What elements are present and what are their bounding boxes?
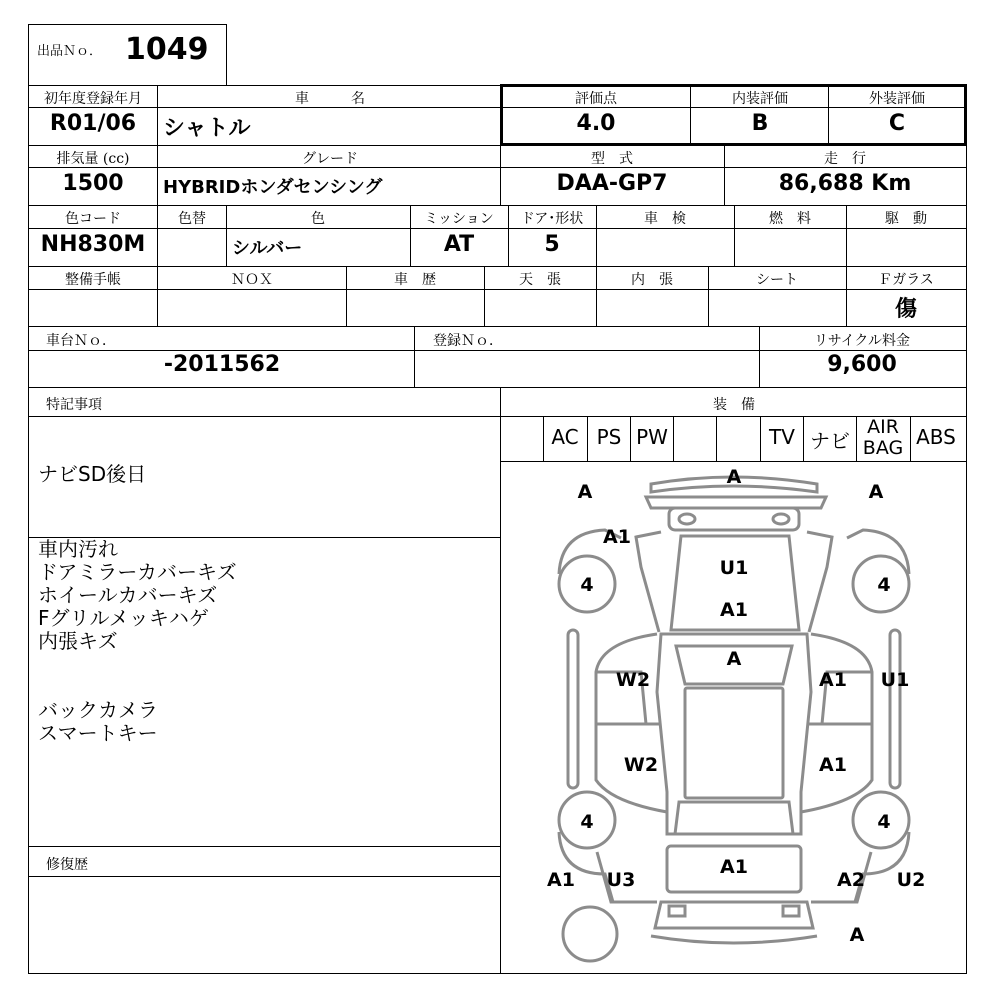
tire-fl-tread: 4 bbox=[580, 574, 594, 596]
color-label: 色 bbox=[311, 211, 325, 227]
drive-label: 駆 動 bbox=[885, 211, 927, 227]
tire-rr-tread: 4 bbox=[877, 811, 891, 833]
score-label: 評価点 bbox=[575, 91, 617, 107]
damage-rear-u3: U3 bbox=[606, 869, 636, 891]
year-value: R01/06 bbox=[49, 111, 137, 136]
name-label: 車 名 bbox=[295, 91, 365, 107]
damage-door-fl: W2 bbox=[615, 669, 651, 691]
note-line: バックカメラ bbox=[38, 698, 158, 722]
year-label: 初年度登録年月 bbox=[44, 91, 142, 107]
notes-list bbox=[38, 538, 498, 745]
interior-value: B bbox=[751, 111, 769, 136]
notes-label: 特記事項 bbox=[46, 397, 102, 413]
doors-label: ドア･形状 bbox=[520, 211, 584, 227]
mission-value: AT bbox=[443, 232, 475, 257]
damage-front-center: A bbox=[726, 466, 742, 488]
equip-abs: ABS bbox=[916, 425, 956, 449]
exterior-value: C bbox=[888, 111, 906, 136]
lot-label: 出品Ｎｏ． bbox=[37, 44, 103, 59]
history-label: 車 歴 bbox=[394, 272, 436, 288]
note-line: Fグリルメッキハゲ bbox=[38, 606, 209, 630]
damage-windshield-left: A1 bbox=[603, 526, 631, 548]
fuel-label: 燃 料 bbox=[769, 211, 811, 227]
exterior-label: 外装評価 bbox=[869, 91, 925, 107]
equipment-label: 装 備 bbox=[713, 397, 755, 413]
lot-number: 1049 bbox=[125, 32, 209, 67]
note-line: スマートキー bbox=[38, 721, 158, 745]
model-label: 型 式 bbox=[591, 151, 633, 167]
equip-airbag-2: BAG bbox=[862, 437, 904, 459]
color-change-label: 色替 bbox=[178, 211, 206, 227]
recycle-label: リサイクル料金 bbox=[813, 333, 911, 349]
equip-ps: PS bbox=[596, 425, 622, 449]
sunroof-label: 天 張 bbox=[519, 272, 561, 288]
interior-label: 内装評価 bbox=[732, 91, 788, 107]
damage-front-left: A bbox=[577, 481, 593, 503]
recycle-value: 9,600 bbox=[827, 352, 897, 377]
displacement-value: 1500 bbox=[62, 171, 124, 196]
mileage-label: 走 行 bbox=[824, 151, 866, 167]
damage-hood-bottom: A1 bbox=[720, 599, 748, 621]
nox-label: ＮＯＸ bbox=[231, 272, 273, 288]
car-damage-diagram bbox=[501, 462, 966, 973]
maintenance-label: 整備手帳 bbox=[65, 272, 121, 288]
damage-rear-bumper: A bbox=[849, 924, 865, 946]
chassis-label: 車台Ｎｏ． bbox=[46, 333, 116, 349]
grade-label: グレード bbox=[302, 151, 358, 167]
equip-navi: ナビ bbox=[810, 429, 850, 453]
color-value: シルバー bbox=[232, 238, 303, 259]
model-value: DAA-GP7 bbox=[556, 171, 668, 196]
equip-pw: PW bbox=[636, 425, 668, 449]
note-line bbox=[38, 676, 498, 699]
note-line: ホイールカバーキズ bbox=[38, 583, 218, 607]
damage-door-fr: A1 bbox=[819, 669, 847, 691]
tire-fr-tread: 4 bbox=[877, 574, 891, 596]
damage-fender-fr: U1 bbox=[880, 669, 910, 691]
seat-label: シート bbox=[756, 272, 798, 288]
registration-label: 登録Ｎｏ． bbox=[433, 333, 503, 349]
grade-value: HYBRIDホンダセンシング bbox=[163, 177, 383, 198]
doors-value: 5 bbox=[544, 232, 560, 257]
fglass-value: 傷 bbox=[894, 297, 918, 322]
displacement-label: 排気量 (cc) bbox=[56, 151, 130, 167]
damage-door-rr: A1 bbox=[819, 754, 847, 776]
mission-label: ミッション bbox=[424, 211, 494, 227]
damage-rear-u2: U2 bbox=[896, 869, 926, 891]
notes-top-line: ナビSD後日 bbox=[38, 462, 147, 486]
note-line: 車内汚れ bbox=[38, 537, 118, 561]
color-code-label: 色コード bbox=[65, 211, 121, 227]
damage-trunk: A1 bbox=[720, 856, 748, 878]
note-line: ドアミラーカバーキズ bbox=[38, 560, 237, 584]
equip-ac: AC bbox=[551, 425, 579, 449]
damage-hood-top: U1 bbox=[719, 557, 749, 579]
score-value: 4.0 bbox=[576, 111, 616, 136]
damage-rear-a1-left: A1 bbox=[547, 869, 575, 891]
tire-rl-tread: 4 bbox=[580, 811, 594, 833]
inspection-label: 車 検 bbox=[644, 211, 686, 227]
name-value: シャトル bbox=[163, 116, 251, 141]
damage-front-right: A bbox=[868, 481, 884, 503]
mileage-value: 86,688 Km bbox=[778, 171, 912, 196]
note-line: 内張キズ bbox=[38, 629, 118, 653]
damage-door-rl: W2 bbox=[623, 754, 659, 776]
chassis-value: -2011562 bbox=[163, 352, 281, 377]
fglass-label: Ｆガラス bbox=[878, 272, 934, 288]
repair-label: 修復歴 bbox=[46, 857, 88, 873]
damage-rear-a2: A2 bbox=[837, 869, 865, 891]
equip-tv: TV bbox=[769, 425, 795, 449]
inner-label: 内 張 bbox=[631, 272, 673, 288]
damage-roof: A bbox=[726, 648, 742, 670]
equip-airbag-1: AIR bbox=[867, 416, 899, 438]
color-code-value: NH830M bbox=[40, 232, 146, 257]
note-line bbox=[38, 653, 498, 676]
